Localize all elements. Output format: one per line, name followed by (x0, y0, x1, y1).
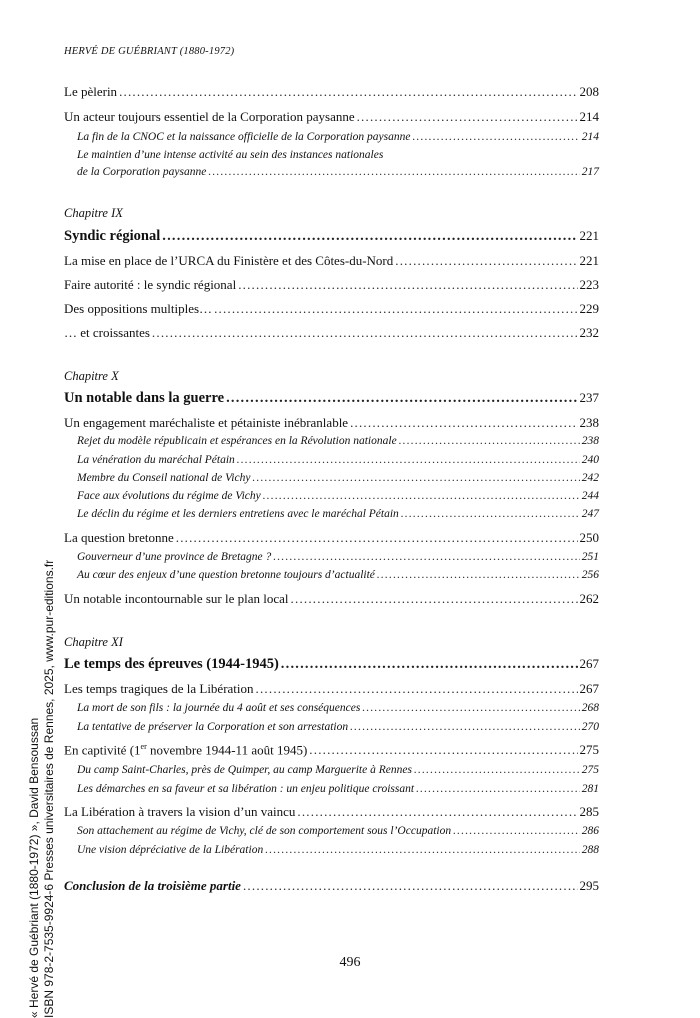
toc-page-number: 229 (579, 301, 599, 316)
toc-page-number: 288 (581, 844, 599, 856)
toc-page-number: 238 (581, 435, 599, 447)
toc-subentry (64, 551, 599, 563)
leader-dots (416, 783, 580, 795)
toc-page-number: 244 (581, 490, 599, 502)
toc-subentry-title: Du camp Saint-Charles, près de Quimper, au camp Marguerite à Rennes (77, 764, 412, 776)
toc-subentry-title: Gouverneur d’une province de Bretagne ? (77, 551, 272, 563)
toc-entry-title: Un notable incontournable sur le plan local (64, 591, 289, 606)
toc-subentry-title: La tentative de préserver la Corporation et son arrestation (77, 721, 349, 733)
toc-subentry-title: Face aux évolutions du régime de Vichy (77, 490, 261, 502)
chapter-title: Un notable dans la guerre (64, 390, 225, 406)
toc-subentry (64, 844, 599, 856)
leader-dots (273, 551, 579, 563)
toc-entry (64, 530, 599, 546)
toc-page-number: 242 (581, 472, 599, 484)
toc-page-number: 221 (579, 253, 599, 268)
toc-page-number: 256 (581, 569, 599, 581)
leader-dots (414, 764, 580, 776)
leader-dots (152, 325, 578, 341)
toc-subentry (64, 472, 599, 484)
toc-subentry-title: Le déclin du régime et les derniers entretiens avec le maréchal Pétain (77, 508, 399, 520)
chapter-label: Chapitre X (64, 369, 119, 383)
toc-page-number: 285 (579, 804, 599, 819)
toc-entry-title: En captivité (1er novembre 1944-11 août 1945) (64, 742, 308, 758)
toc-subentry-title: Une vision dépréciative de la Libération (77, 844, 264, 856)
toc-entry (64, 591, 599, 607)
leader-dots (281, 656, 578, 673)
toc-entry (64, 325, 599, 341)
toc-page-number: 223 (579, 277, 599, 292)
toc-entry (64, 301, 599, 317)
leader-dots (176, 530, 578, 546)
citation-line-1: « Hervé de Guébriant (1880-1972) », David Bensoussan (27, 717, 41, 1018)
toc-page-number: 286 (581, 825, 599, 837)
toc-subentry (64, 131, 599, 143)
leader-dots (237, 454, 580, 466)
toc-entry (64, 109, 599, 125)
toc-subentry (64, 166, 599, 178)
toc-page-number: 247 (581, 508, 599, 520)
toc-subentry-title-line1: Le maintien d’une intense activité au sein des instances nationales (77, 149, 384, 161)
toc-entry-title: Faire autorité : le syndic régional (64, 277, 237, 292)
toc-subentry-title: Rejet du modèle républicain et espérances en la Révolution nationale (77, 435, 397, 447)
toc-subentry (64, 721, 599, 733)
leader-dots (263, 490, 580, 502)
chapter-title-entry (64, 228, 599, 245)
toc-subentry (64, 702, 599, 714)
leader-dots (226, 390, 577, 407)
chapter-label: Chapitre XI (64, 635, 123, 649)
toc-page-number: 214 (581, 131, 599, 143)
chapter-title-entry (64, 390, 599, 407)
leader-dots (395, 253, 577, 269)
toc-entry (64, 277, 599, 293)
chapter-label: Chapitre IX (64, 206, 123, 220)
leader-dots (256, 681, 578, 697)
toc-entry-title: … et croissantes (64, 325, 150, 340)
toc-page-number: 275 (579, 742, 599, 758)
toc-entry (64, 681, 599, 697)
leader-dots (309, 742, 577, 758)
leader-dots (401, 508, 580, 520)
toc-entry-title: Les temps tragiques de la Libération (64, 681, 254, 696)
toc-subentry (64, 508, 599, 520)
toc-subentry-title: La vénération du maréchal Pétain (77, 454, 235, 466)
toc-subentry-title: de la Corporation paysanne (77, 166, 207, 178)
toc-page-number: 208 (579, 84, 599, 99)
leader-dots (453, 825, 580, 837)
toc-subentry-title: Membre du Conseil national de Vichy (77, 472, 251, 484)
leader-dots (214, 301, 577, 317)
toc-page-number: 240 (581, 454, 599, 466)
toc-entry (64, 742, 599, 758)
toc-page-number: 232 (579, 325, 599, 340)
toc-entry (64, 878, 599, 894)
toc-entry (64, 253, 599, 269)
citation-line-2: ISBN 978-2-7535-9924-6 Presses universitaires de Rennes, 2025, www.pur-editions.fr (42, 559, 56, 1018)
leader-dots (377, 569, 580, 581)
toc-page-number: 267 (579, 681, 599, 696)
toc-entry-title: La question bretonne (64, 530, 174, 545)
leader-dots (362, 702, 579, 714)
leader-dots (252, 472, 579, 484)
toc-entry-title: Un engagement maréchaliste et pétainiste inébranlable (64, 415, 349, 430)
toc-entry-title: La mise en place de l’URCA du Finistère et des Côtes-du-Nord (64, 253, 394, 268)
leader-dots (291, 591, 578, 607)
toc-page-number: 237 (579, 390, 599, 405)
toc-page-number: 295 (579, 878, 599, 893)
toc-page-number: 281 (581, 783, 599, 795)
leader-dots (162, 228, 577, 245)
toc-entry-title: Le pèlerin (64, 84, 118, 99)
toc-subentry-title: Son attachement au régime de Vichy, clé de son comportement sous l’Occupation (77, 825, 452, 837)
toc-page-number: 251 (581, 551, 599, 563)
leader-dots (238, 277, 577, 293)
toc-page-number: 217 (581, 166, 599, 178)
chapter-title: Syndic régional (64, 228, 161, 244)
leader-dots (412, 131, 579, 143)
toc-subentry-title: La mort de son fils : la journée du 4 août et ses conséquences (77, 702, 361, 714)
toc-subentry (64, 569, 599, 581)
leader-dots (350, 415, 577, 431)
toc-page-number: 238 (579, 415, 599, 430)
toc-entry (64, 804, 599, 820)
toc-subentry-title: Au cœur des enjeux d’une question bretonne toujours d’actualité (77, 569, 375, 581)
page-number: 496 (339, 955, 361, 970)
running-title: HERVÉ DE GUÉBRIANT (1880-1972) (64, 46, 235, 57)
leader-dots (119, 84, 577, 100)
leader-dots (350, 721, 580, 733)
toc-page-number: 270 (581, 721, 599, 733)
toc-subentry-title: La fin de la CNOC et la naissance officielle de la Corporation paysanne (77, 131, 411, 143)
toc-subentry (64, 764, 599, 776)
leader-dots (357, 109, 578, 125)
leader-dots (243, 878, 578, 894)
chapter-title: Le temps des épreuves (1944-1945) (64, 656, 279, 672)
toc-subentry (64, 490, 599, 502)
toc-page-number: 268 (581, 702, 599, 714)
toc-entry-title: La Libération à travers la vision d’un vaincu (64, 804, 296, 819)
conclusion-title: Conclusion de la troisième partie (64, 878, 241, 893)
toc-page-number: 275 (581, 764, 599, 776)
toc-subentry (64, 825, 599, 837)
toc-entry (64, 415, 599, 431)
leader-dots (297, 804, 577, 820)
leader-dots (265, 844, 580, 856)
toc-subentry (64, 783, 599, 795)
toc-subentry-title: Les démarches en sa faveur et sa libération : un enjeu politique croissant (77, 783, 415, 795)
toc-entry-title: Des oppositions multiples… (64, 301, 213, 316)
toc-page-number: 250 (579, 530, 599, 545)
toc-page-number: 221 (579, 228, 599, 243)
citation-sidebar (27, 560, 57, 1018)
leader-dots (399, 435, 580, 447)
toc-page-number: 262 (579, 591, 599, 606)
toc-page-number: 267 (579, 656, 599, 671)
toc-subentry (64, 435, 599, 447)
chapter-title-entry (64, 656, 599, 673)
toc-subentry (64, 454, 599, 466)
leader-dots (208, 166, 579, 178)
toc-page-number: 214 (579, 109, 599, 124)
toc-entry (64, 84, 599, 100)
toc-entry-title: Un acteur toujours essentiel de la Corporation paysanne (64, 109, 355, 124)
